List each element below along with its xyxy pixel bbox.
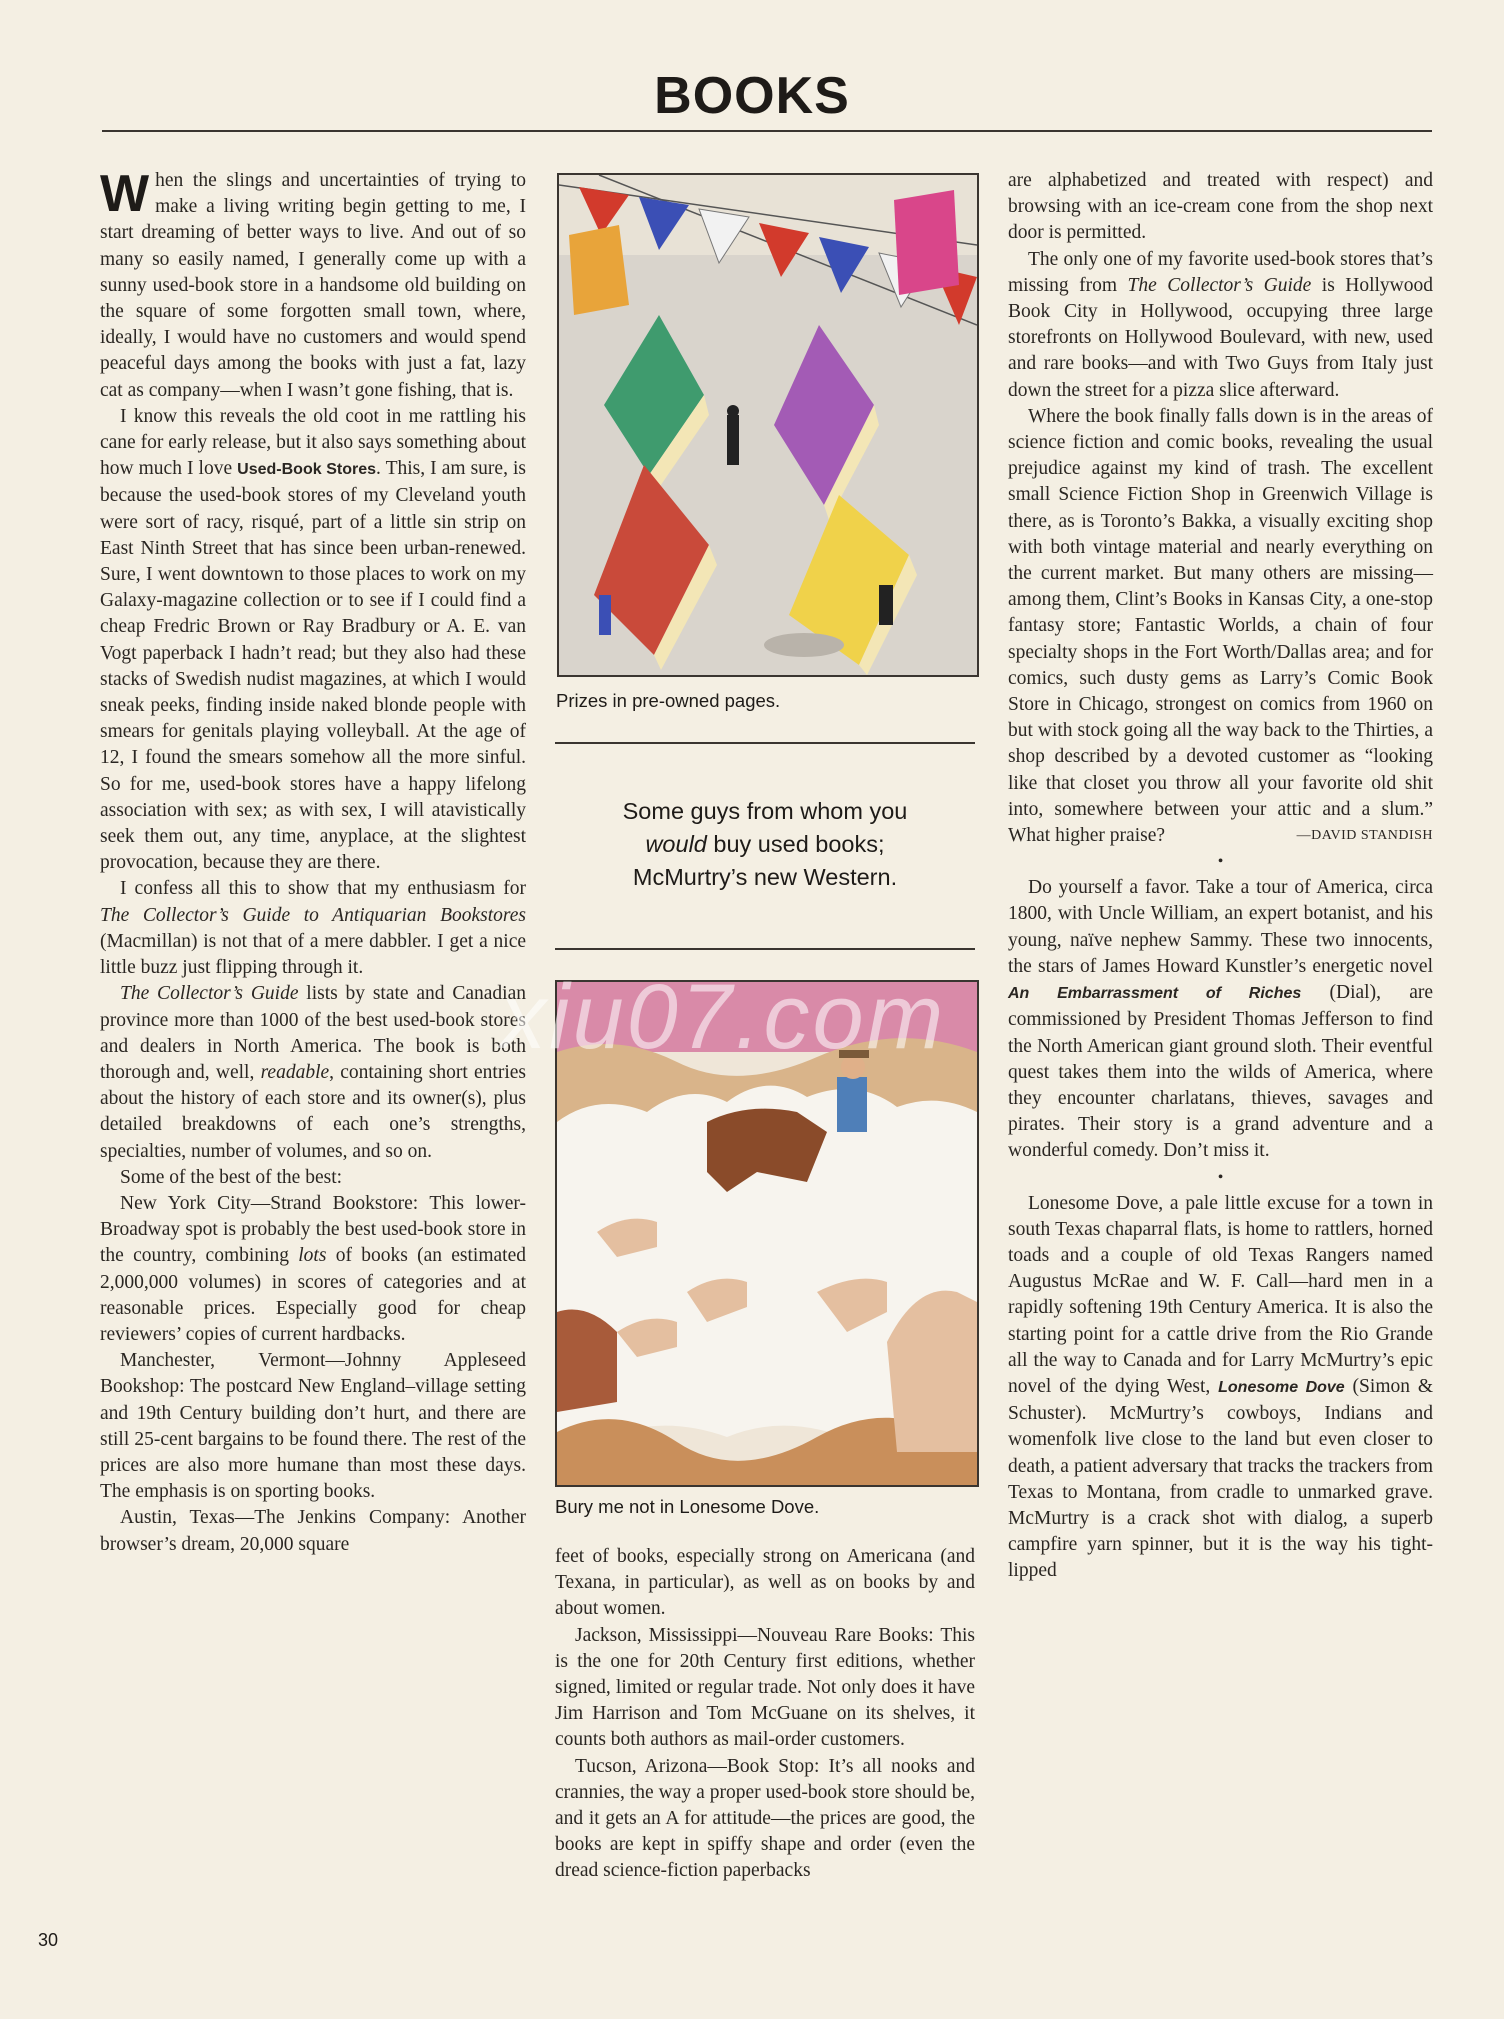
article-column-2 xyxy=(555,1544,975,1885)
book-title: The Collector’s Guide to Antiquarian Bookstores xyxy=(100,904,526,926)
pull-quote: Some guys from whom you would buy used books; McMurtry’s new Western. xyxy=(622,798,908,890)
illustration-book-tents-art xyxy=(559,175,977,675)
book-title: The Collector’s Guide xyxy=(120,983,299,1005)
paragraph: Do yourself a favor. Take a tour of America, circa 1800, with Uncle William, an expert botanist, and his young, naïve nephew Sammy. These two innocents, the stars of James Howard Kunstler’s energetic novel An Embarrassment of Riches (Dial), are commissioned by President Thomas Jefferson to find the North American giant ground sloth. Their eventful quest takes them into the wilds of America, where they encounter charlatans, thieves, savages and pirates. Their story is a grand adventure and a wonderful comedy. Don’t miss it. xyxy=(1008,877,1433,1162)
paragraph: The Collector’s Guide lists by state and Canadian province more than 1000 of the best used-book stores and dealers in North America. The book is both thorough and, well, readable, containing short entries about the history of each store and its owner(s), plus detailed breakdowns of each one’s strengths, specialties, number of volumes, and so on. xyxy=(100,983,526,1162)
book-title: Lonesome Dove xyxy=(1218,1378,1345,1396)
title-rule xyxy=(102,130,1432,132)
article-column-3 xyxy=(1008,168,1433,1585)
paragraph: Tucson, Arizona—Book Stop: It’s all nooks and crannies, the way a proper used-book store should be, and it gets an A for attitude—the prices are good, the books are kept in spiffy shape and order (even the dread science-fiction paperbacks xyxy=(555,1755,975,1882)
figure-caption: Prizes in pre-owned pages. xyxy=(556,690,781,711)
paragraph: feet of books, especially strong on Americana (and Texana, in particular), as well as on books by and about women. xyxy=(555,1546,975,1620)
paragraph: Where the book finally falls down is in the areas of science fiction and comic books, revealing the usual prejudice against my kind of trash. The excellent small Science Fiction Shop in Greenwich Village is there, as is Toronto’s Bakka, a visually exciting shop with both vintage material and nearly everything on the current market. But many others are missing—among them, Clint’s Books in Kansas City, a one-stop fantasy store; Fantastic Worlds, a chain of four specialty shops in the Fort Worth/Dallas area; and for comics, such dusty gems as Larry’s Comic Book Store in Chicago, strongest on comics from 1960 on but with stock going all the way back to the Thirties, a shop described by a devoted customer as “looking like that closet you throw all your favorite old shit into, somewhere between your attic and a slum.” What higher praise? —DAVID STANDISH xyxy=(1008,404,1433,849)
paragraph: Jackson, Mississippi—Nouveau Rare Books: This is the one for 20th Century first editions, whether signed, limited or regular trade. Not only does it have Jim Harrison and Tom McGuane on its shelves, it counts both authors as mail-order customers. xyxy=(555,1624,975,1751)
pull-quote-rule-bottom xyxy=(555,948,975,950)
paragraph: are alphabetized and treated with respect) and browsing with an ice-cream cone from the shop next door is permitted. xyxy=(1008,170,1433,244)
paragraph: I confess all this to show that my enthusiasm for The Collector’s Guide to Antiquarian Bookstores (Macmillan) is not that of a mere dabbler. I get a nice little buzz just flipping through it. xyxy=(100,878,526,979)
paragraph: Manchester, Vermont—Johnny Appleseed Bookshop: The postcard New England–village setting and 19th Century building don’t hurt, and there are still 25-cent bargains to be found there. The rest of the prices are also more humane than most these days. The emphasis is on sporting books. xyxy=(100,1350,526,1503)
byline: —DAVID STANDISH xyxy=(1296,828,1433,844)
drop-cap: W xyxy=(100,165,150,223)
paragraph: Some of the best of the best: xyxy=(120,1166,343,1188)
paragraph: Austin, Texas—The Jenkins Company: Another browser’s dream, 20,000 square xyxy=(100,1507,526,1555)
paragraph: When the slings and uncertainties of trying to make a living writing begin getting to me, I start dreaming of better ways to live. And out of so many so easily named, I generally come up with a sunny used-book store in a handsome old building on the square of some forgotten small town, where, ideally, I would have no customers and would spend peaceful days among the books with just a fat, lazy cat as company—when I wasn’t gone fishing, that is. xyxy=(100,165,526,401)
bullet-separator: • xyxy=(1217,1168,1224,1186)
bullet-separator: • xyxy=(1217,853,1224,871)
paragraph: The only one of my favorite used-book stores that’s missing from The Collector’s Guide is Hollywood Book City in Hollywood, occupying three large storefronts on Hollywood Boulevard, with new, used and rare books—and with Two Guys from Italy just down the street for a pizza slice afterward. xyxy=(1008,248,1433,401)
page-number: 30 xyxy=(38,1930,59,1950)
figure-caption: Bury me not in Lonesome Dove. xyxy=(555,1496,820,1517)
paragraph: Lonesome Dove, a pale little excuse for a town in south Texas chaparral flats, is home to rattlers, horned toads and a couple of old Texas Rangers named Augustus McRae and W. F. Call—hard men in a rapidly softening 19th Century America. It is also the starting point for a cattle drive from the Rio Grande all the way to Canada and for Larry McMurtry’s epic novel of the dying West, Lonesome Dove (Simon & Schuster). McMurtry’s cowboys, Indians and womenfolk live close to the land but even closer to death, a patient adversary that tracks the trackers from Texas to Montana, from cradle to unmarked grave. McMurtry is a crack shot with dialog, a superb campfire yarn spinner, but it is the way his tight-lipped xyxy=(1008,1192,1434,1582)
section-keyword: Used-Book Stores xyxy=(237,461,377,479)
paragraph: New York City—Strand Bookstore: This lower-Broadway spot is probably the best used-book store in the country, combining lots of books (an estimated 2,000,000 volumes) in scores of categories and at reasonable prices. Especially good for cheap reviewers’ copies of current hardbacks. xyxy=(100,1192,527,1345)
book-title: The Collector’s Guide xyxy=(1127,274,1312,296)
watermark: xiu07.com xyxy=(500,966,947,1068)
article-column-1 xyxy=(100,165,527,1558)
paragraph: I know this reveals the old coot in me rattling his cane for early release, but it also says something about how much I love Used-Book Stores. This, I am sure, is because the used-book stores of my Cleveland youth were sort of racy, risqué, part of a little sin strip on East Ninth Street that has since been urban-renewed. Sure, I went downtown to those places to work on my Galaxy-magazine collection or to see if I could find a cheap Fredric Brown or Ray Bradbury or A. E. van Vogt paperback I hadn’t read; but they also had these stacks of Swedish nudist magazines, at which I would sneak peeks, finding inside naked blonde people with smears for genitals playing volleyball. At the age of 12, I found the smears somehow all the more sinful. So for me, used-book stores have a happy lifelong association with sex; as with sex, I will atavistically seek them out, any time, anyplace, at the slightest provocation, because they are there. xyxy=(100,405,526,874)
illustration-book-tents xyxy=(557,173,979,677)
pull-quote-rule-top xyxy=(555,742,975,744)
book-title: An Embarrassment of Riches xyxy=(1008,985,1302,1003)
section-title: BOOKS xyxy=(654,67,850,125)
